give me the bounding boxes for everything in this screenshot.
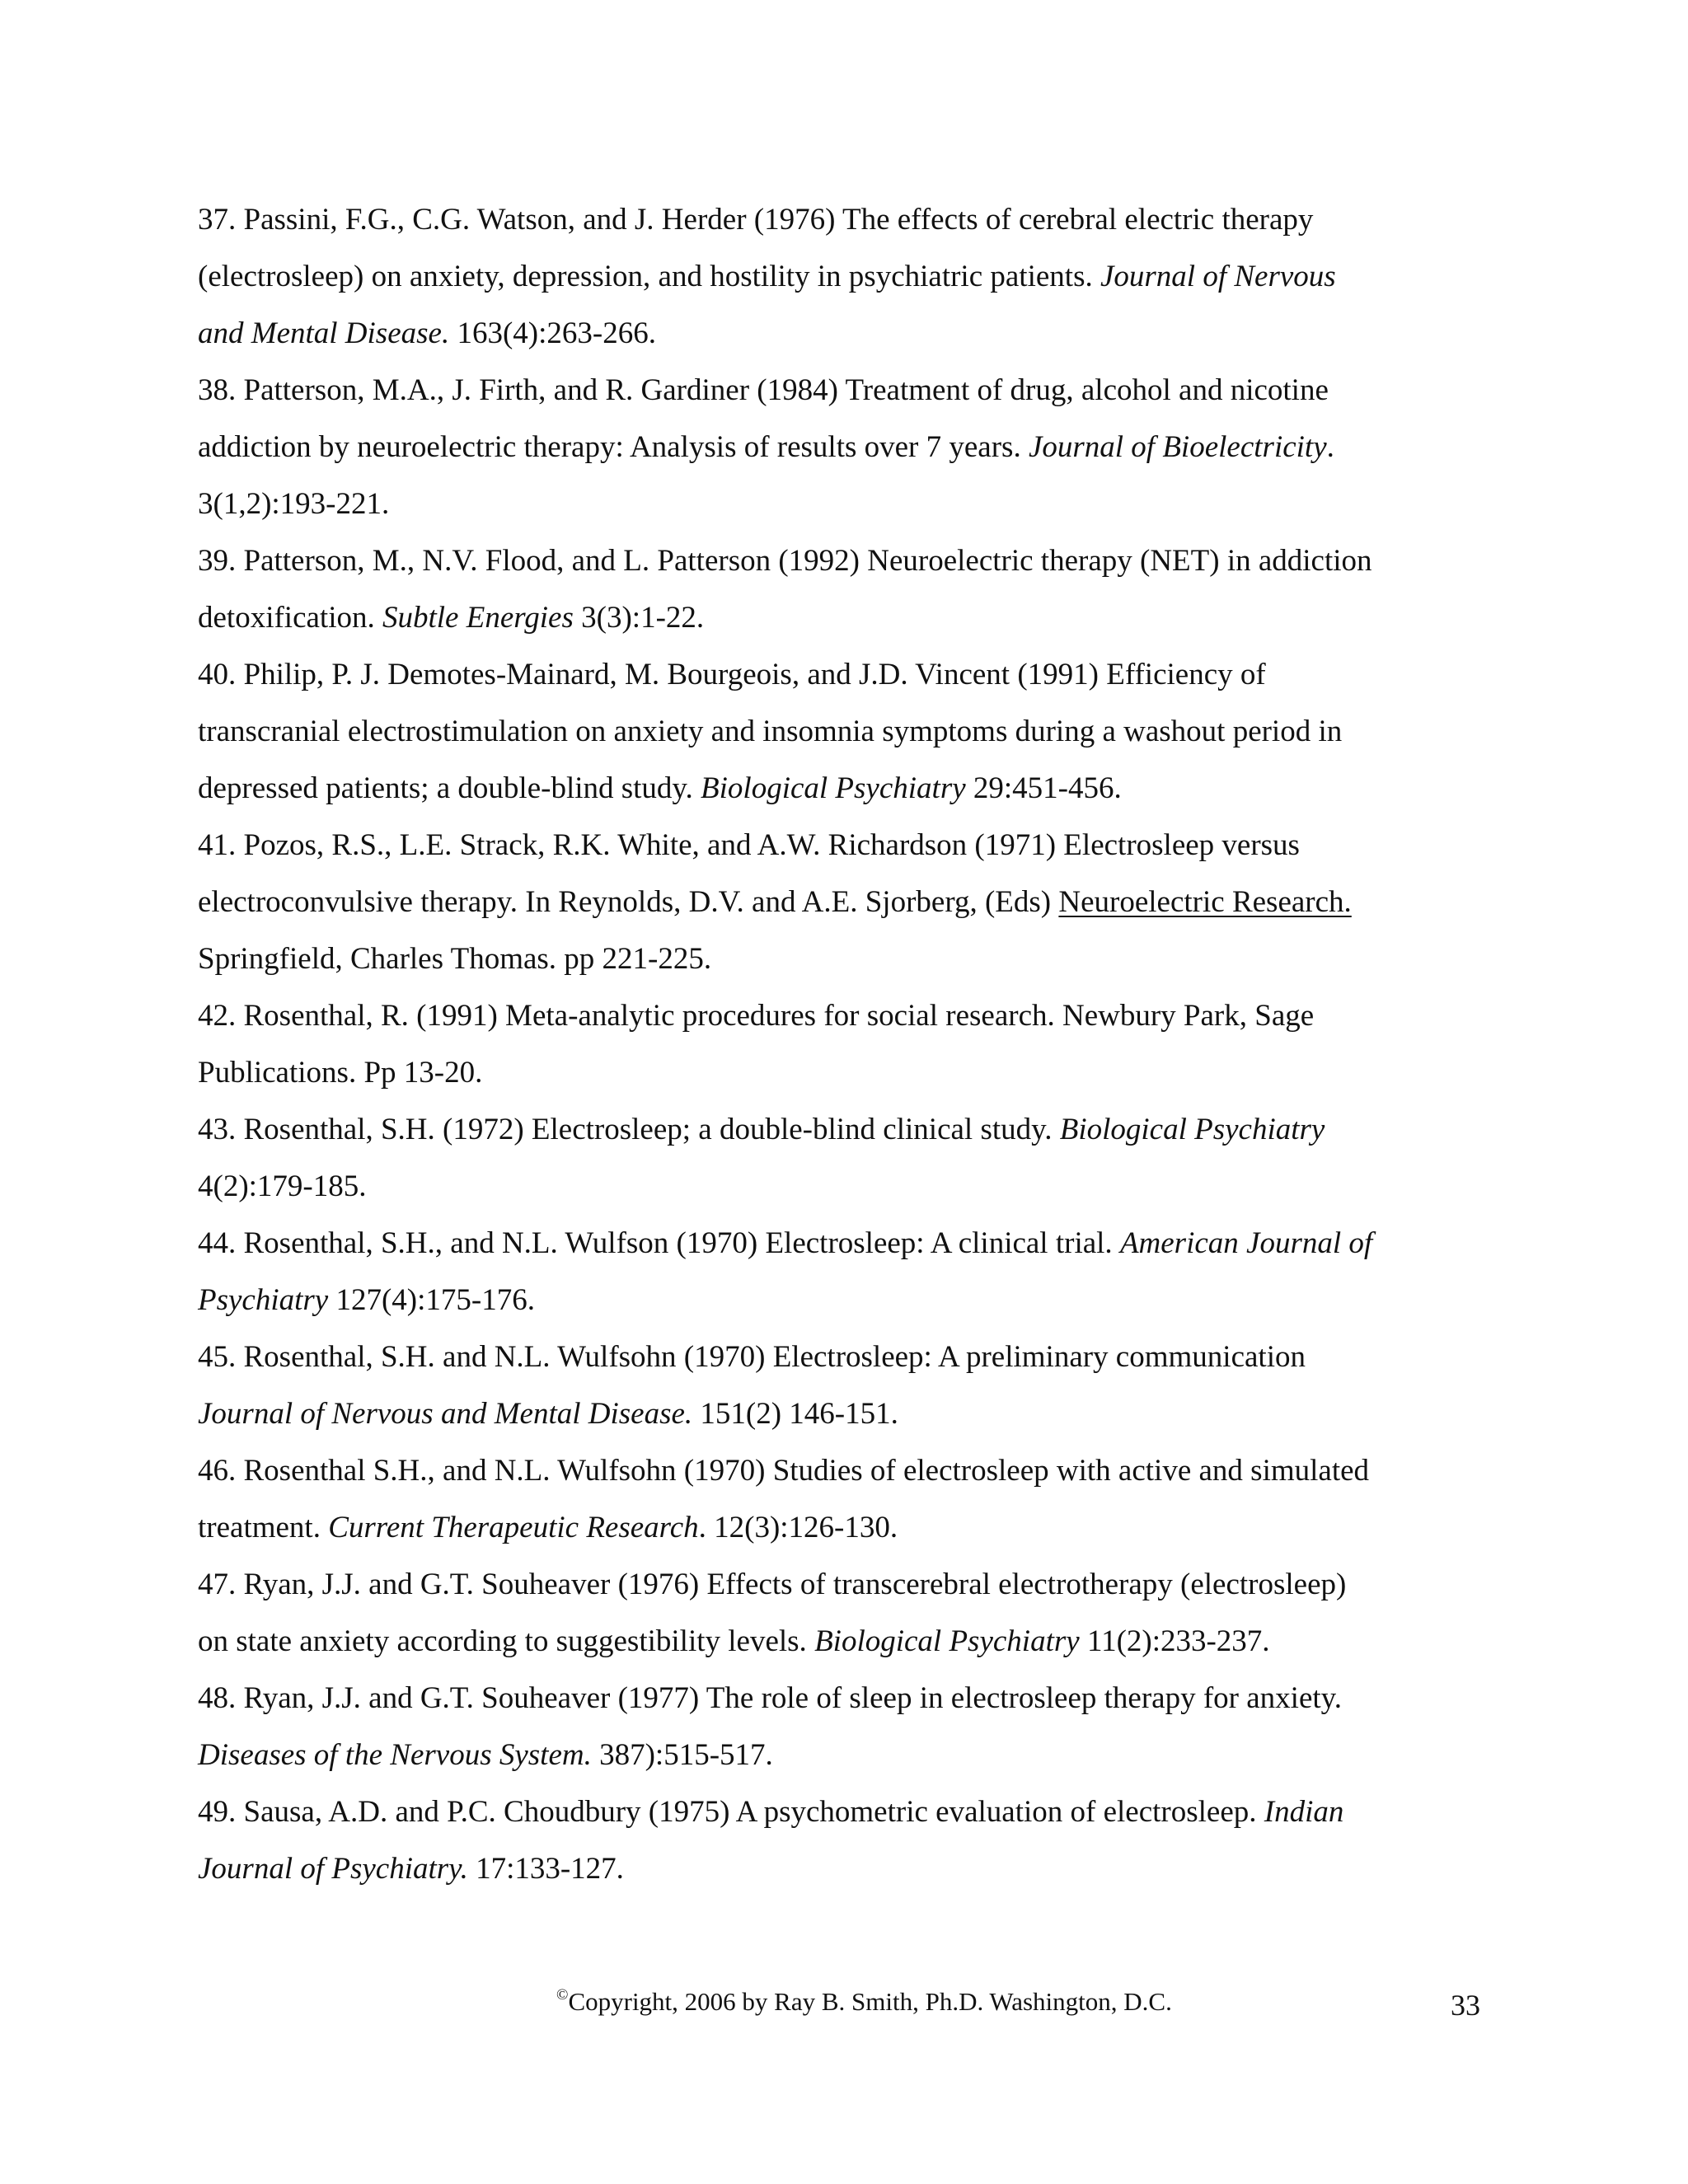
reference-entry xyxy=(198,1215,1484,1329)
reference-line xyxy=(198,1613,1484,1670)
reference-line xyxy=(198,930,1484,987)
reference-text: depressed patients; a double-blind study. xyxy=(198,771,701,805)
reference-line xyxy=(198,305,1484,362)
reference-line xyxy=(198,1727,1484,1783)
reference-line xyxy=(198,1385,1484,1442)
reference-line xyxy=(198,760,1484,817)
reference-line xyxy=(198,646,1484,703)
reference-text: 3(1,2):193-221. xyxy=(198,487,390,521)
reference-text: 40. Philip, P. J. Demotes-Mainard, M. Bourgeois, and J.D. Vincent (1991) Efficiency of xyxy=(198,658,1266,691)
reference-line xyxy=(198,1158,1484,1215)
reference-text: 3(3):1-22. xyxy=(573,601,705,635)
copyright-notice xyxy=(556,1986,1172,2017)
reference-line xyxy=(198,362,1484,419)
reference-line xyxy=(198,1329,1484,1385)
reference-line xyxy=(198,703,1484,760)
reference-line xyxy=(198,589,1484,646)
reference-source-title: Biological Psychiatry xyxy=(1059,1113,1325,1146)
reference-text: electroconvulsive therapy. In Reynolds, D.V. and A.E. Sjorberg, (Eds) xyxy=(198,885,1059,919)
reference-book-title: Neuroelectric Research. xyxy=(1058,885,1352,919)
reference-text: addiction by neuroelectric therapy: Analysis of results over 7 years. xyxy=(198,430,1029,464)
reference-source-title: Journal of Bioelectricity xyxy=(1028,430,1327,464)
reference-list xyxy=(198,191,1484,1897)
reference-text: . xyxy=(1326,430,1334,464)
reference-entry xyxy=(198,987,1484,1101)
reference-line xyxy=(198,532,1484,589)
reference-source-title: Psychiatry xyxy=(198,1283,329,1317)
reference-source-title: Journal of Psychiatry. xyxy=(198,1852,468,1886)
reference-source-title: and Mental Disease. xyxy=(198,316,450,350)
reference-entry xyxy=(198,191,1484,362)
reference-entry xyxy=(198,362,1484,532)
reference-text: 29:451-456. xyxy=(965,771,1122,805)
reference-text: 44. Rosenthal, S.H., and N.L. Wulfson (1970) Electrosleep: A clinical trial. xyxy=(198,1226,1120,1260)
copyright-symbol: © xyxy=(556,1986,569,2004)
reference-text: 127(4):175-176. xyxy=(328,1283,535,1317)
page-footer xyxy=(0,1976,1688,2026)
reference-text: . 12(3):126-130. xyxy=(698,1511,898,1544)
reference-text: treatment. xyxy=(198,1511,329,1544)
reference-text: 48. Ryan, J.J. and G.T. Souheaver (1977) The role of sleep in electrosleep therapy for anxiety. xyxy=(198,1681,1342,1715)
reference-line xyxy=(198,476,1484,532)
reference-source-title: Biological Psychiatry xyxy=(701,771,966,805)
reference-text: 47. Ryan, J.J. and G.T. Souheaver (1976) Effects of transcerebral electrotherapy (electrosleep) xyxy=(198,1568,1347,1601)
reference-line xyxy=(198,248,1484,305)
reference-entry xyxy=(198,1556,1484,1670)
reference-text: 49. Sausa, A.D. and P.C. Choudbury (1975) A psychometric evaluation of electrosleep. xyxy=(198,1795,1264,1829)
reference-text: on state anxiety according to suggestibility levels. xyxy=(198,1624,815,1658)
reference-line xyxy=(198,1272,1484,1329)
reference-text: 163(4):263-266. xyxy=(449,316,656,350)
reference-line xyxy=(198,1215,1484,1272)
reference-source-title: Diseases of the Nervous System. xyxy=(198,1738,592,1772)
reference-text: detoxification. xyxy=(198,601,382,635)
reference-line xyxy=(198,191,1484,248)
reference-line xyxy=(198,1783,1484,1840)
reference-line xyxy=(198,1556,1484,1613)
reference-text: 38. Patterson, M.A., J. Firth, and R. Gardiner (1984) Treatment of drug, alcohol and nicotine xyxy=(198,373,1329,407)
reference-line xyxy=(198,987,1484,1044)
reference-line xyxy=(198,1840,1484,1897)
reference-text: 46. Rosenthal S.H., and N.L. Wulfsohn (1970) Studies of electrosleep with active and simulated xyxy=(198,1454,1370,1488)
reference-source-title: Current Therapeutic Research xyxy=(328,1511,699,1544)
reference-text: 11(2):233-237. xyxy=(1079,1624,1270,1658)
reference-entry xyxy=(198,646,1484,817)
reference-text: 37. Passini, F.G., C.G. Watson, and J. Herder (1976) The effects of cerebral electric therapy xyxy=(198,203,1314,237)
reference-text: 45. Rosenthal, S.H. and N.L. Wulfsohn (1970) Electrosleep: A preliminary communication xyxy=(198,1340,1306,1374)
reference-text: 151(2) 146-151. xyxy=(692,1397,898,1431)
reference-source-title: American Journal of xyxy=(1119,1226,1373,1260)
reference-source-title: Journal of Nervous and Mental Disease. xyxy=(198,1397,693,1431)
reference-line xyxy=(198,1101,1484,1158)
page-number: 33 xyxy=(1451,1989,1480,2022)
reference-line xyxy=(198,874,1484,930)
reference-text: 42. Rosenthal, R. (1991) Meta-analytic procedures for social research. Newbury Park, Sage xyxy=(198,999,1315,1033)
reference-text: 17:133-127. xyxy=(467,1852,624,1886)
reference-entry xyxy=(198,1783,1484,1897)
reference-line xyxy=(198,1044,1484,1101)
reference-line xyxy=(198,419,1484,476)
reference-text: Publications. Pp 13-20. xyxy=(198,1056,483,1090)
reference-text: (electrosleep) on anxiety, depression, and hostility in psychiatric patients. xyxy=(198,260,1100,293)
reference-text: 43. Rosenthal, S.H. (1972) Electrosleep; a double-blind clinical study. xyxy=(198,1113,1060,1146)
reference-text: transcranial electrostimulation on anxiety and insomnia symptoms during a washout period in xyxy=(198,715,1343,748)
reference-text: 41. Pozos, R.S., L.E. Strack, R.K. White, and A.W. Richardson (1971) Electrosleep versus xyxy=(198,828,1300,862)
reference-entry xyxy=(198,532,1484,646)
reference-entry xyxy=(198,1442,1484,1556)
reference-text: 39. Patterson, M., N.V. Flood, and L. Patterson (1992) Neuroelectric therapy (NET) in addiction xyxy=(198,544,1372,578)
copyright-text: Copyright, 2006 by Ray B. Smith, Ph.D. Washington, D.C. xyxy=(568,1987,1172,2016)
reference-text: 387):515-517. xyxy=(591,1738,773,1772)
reference-text: Springfield, Charles Thomas. pp 221-225. xyxy=(198,942,712,976)
reference-line xyxy=(198,817,1484,874)
reference-source-title: Biological Psychiatry xyxy=(814,1624,1080,1658)
reference-source-title: Journal of Nervous xyxy=(1100,260,1336,293)
reference-source-title: Subtle Energies xyxy=(382,601,574,635)
reference-entry xyxy=(198,1101,1484,1215)
reference-entry xyxy=(198,817,1484,987)
reference-source-title: Indian xyxy=(1264,1795,1344,1829)
reference-line xyxy=(198,1499,1484,1556)
reference-entry xyxy=(198,1329,1484,1442)
reference-entry xyxy=(198,1670,1484,1783)
reference-text: 4(2):179-185. xyxy=(198,1169,367,1203)
reference-line xyxy=(198,1670,1484,1727)
reference-line xyxy=(198,1442,1484,1499)
